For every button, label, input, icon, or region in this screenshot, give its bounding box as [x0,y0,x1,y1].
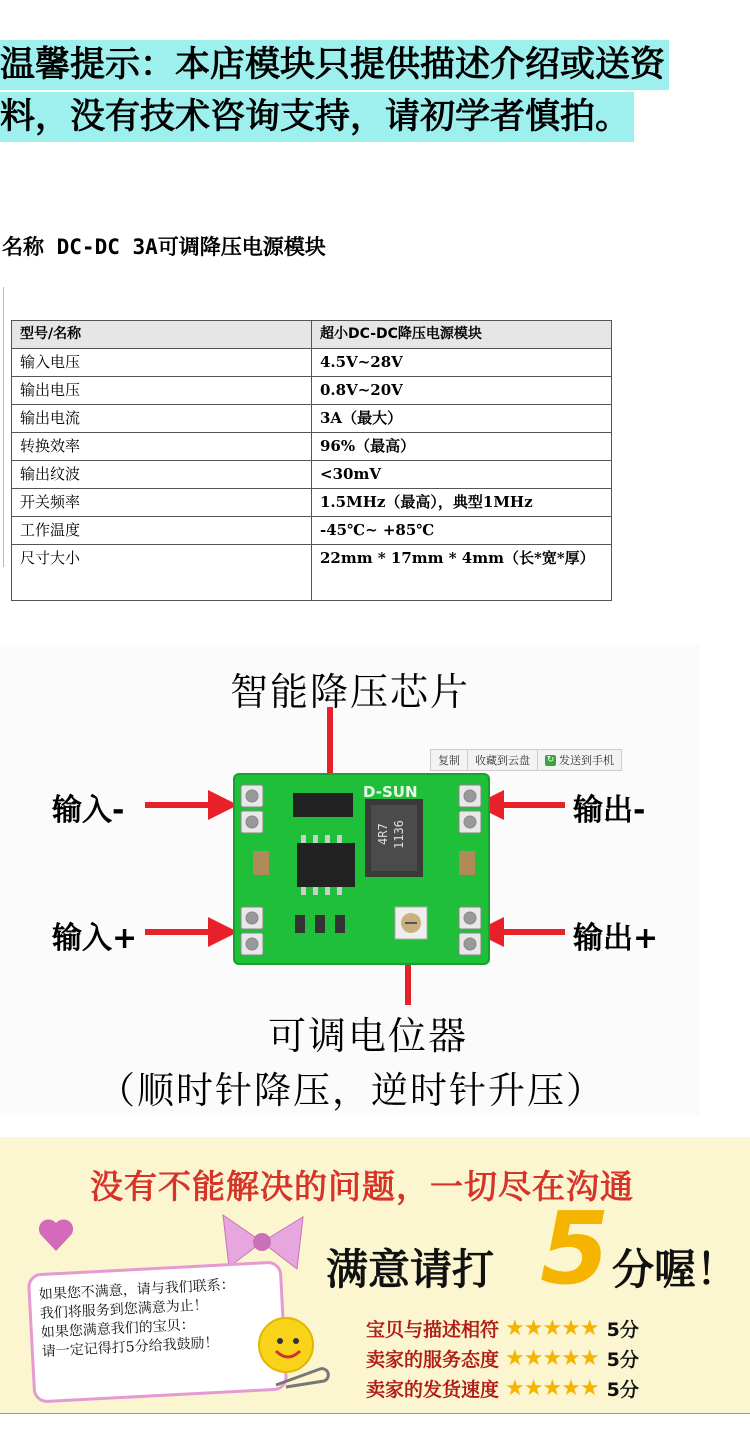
please-rate-text: 满意请打 [326,1245,495,1294]
score-suffix: 分喔！ [612,1245,739,1294]
product-name: 名称 DC-DC 3A可调降压电源模块 [2,235,326,259]
note-line: 我们将服务到您满意为止！ [39,1297,209,1323]
table-row [12,517,612,545]
inductor-label-2: 1136 [392,820,406,849]
table-row [12,461,612,489]
five-score: 5 [540,1190,610,1307]
spec-value: 1.5MHz（最高），典型1MHz [312,489,612,517]
note-card [27,1260,288,1403]
star-icon: ★★★★★ [505,1346,599,1371]
notice-line-1: 温馨提示：本店模块只提供描述介绍或送资 [0,40,669,90]
star-icon: ★★★★★ [505,1376,599,1401]
banner-headline: 没有不能解决的问题，一切尽在沟通 [90,1167,634,1206]
rating-label: 卖家的发货速度 [366,1379,500,1401]
spec-label: 输入电压 [12,349,312,377]
rating-row [366,1375,639,1402]
table-row [12,545,612,601]
table-row [12,489,612,517]
rating-label: 卖家的服务态度 [366,1349,500,1371]
spec-value: -45℃~ +85℃ [312,517,612,545]
rating-label: 宝贝与描述相符 [366,1319,500,1341]
output-minus-label: 输出- [573,793,646,828]
input-minus-label: 输入- [52,793,125,828]
spec-label: 工作温度 [12,517,312,545]
board-brand: D-SUN [363,783,418,801]
rating-row [366,1315,639,1342]
note-line: 如果您不满意，请与我们联系： [38,1276,236,1304]
table-header-cell: 超小DC-DC降压电源模块 [312,321,612,349]
module-diagram [0,645,700,1115]
chip-label: 智能降压芯片 [230,670,471,714]
send-to-phone-label: 发送到手机 [559,754,614,767]
spec-label: 输出电压 [12,377,312,405]
divider [3,287,4,567]
inductor-label-1: 4R7 [376,823,390,845]
note-line: 如果您满意我们的宝贝： [40,1317,196,1342]
table-row [12,405,612,433]
rating-points: 5分 [606,1319,639,1341]
save-to-cloud-button[interactable]: 收藏到云盘 [468,750,538,770]
spec-label: 输出纹波 [12,461,312,489]
output-plus-label: 输出+ [573,921,659,956]
copy-button[interactable]: 复制 [431,750,468,770]
pcb-graphic [235,775,488,963]
spec-value: 4.5V~28V [312,349,612,377]
spec-value: <30mV [312,461,612,489]
table-row [12,377,612,405]
rating-banner [0,1137,750,1414]
notice-line-2: 料，没有技术咨询支持，请初学者慎拍。 [0,92,634,142]
spec-value: 3A（最大） [312,405,612,433]
input-plus-label: 输入+ [52,921,138,956]
spec-label: 转换效率 [12,433,312,461]
table-row [12,349,612,377]
rating-row [366,1345,639,1372]
note-line: 请一定记得打5分给我鼓励！ [41,1334,219,1361]
refresh-icon: ↻ [546,754,555,765]
table-header-row [12,321,612,349]
table-row [12,433,612,461]
spec-value: 0.8V~20V [312,377,612,405]
heart-icon [36,1215,76,1255]
spec-value: 96%（最高） [312,433,612,461]
potentiometer-label: 可调电位器 [268,1014,469,1058]
spec-table [11,320,612,601]
spec-label: 尺寸大小 [12,545,312,601]
divider [0,1413,750,1414]
rating-points: 5分 [606,1349,639,1371]
star-icon: ★★★★★ [505,1316,599,1341]
table-header-cell: 型号/名称 [12,321,312,349]
pcb-board [233,773,490,965]
spec-label: 输出电流 [12,405,312,433]
spec-label: 开关频率 [12,489,312,517]
spec-value: 22mm * 17mm * 4mm（长*宽*厚） [312,545,612,601]
notice-banner [0,40,700,144]
potentiometer-note: （顺时针降压，逆时针升压） [98,1069,605,1112]
paperclip-icon [272,1365,334,1391]
rating-points: 5分 [606,1379,639,1401]
